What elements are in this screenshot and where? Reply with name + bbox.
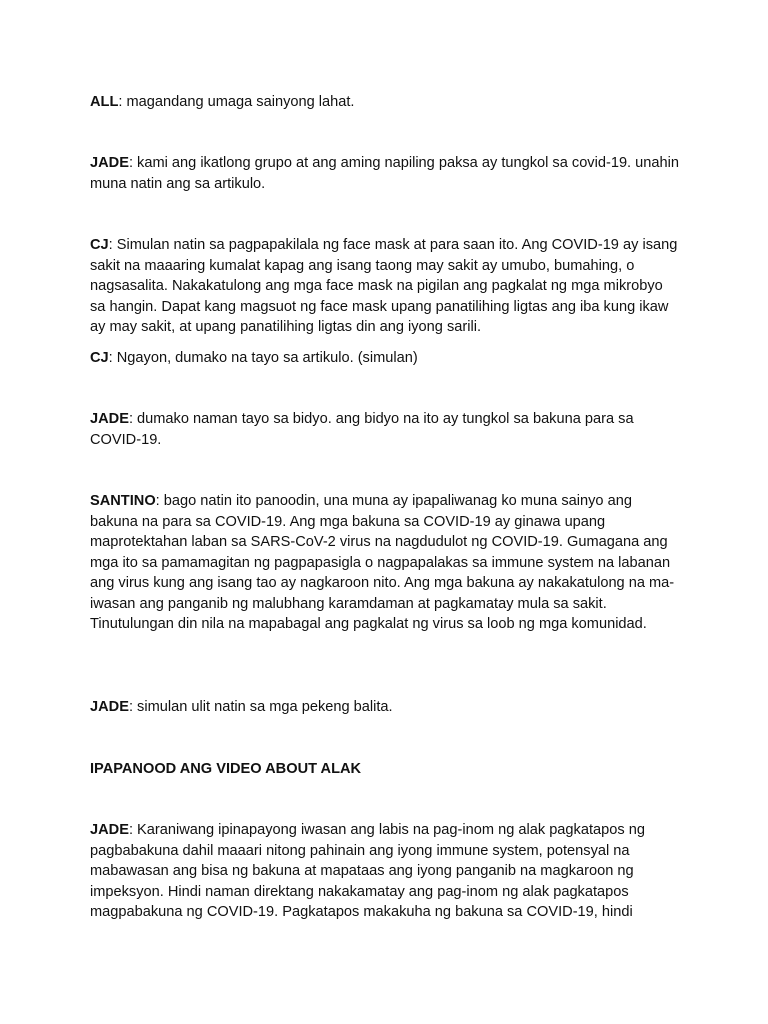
speaker-name: JADE xyxy=(90,155,129,171)
dialogue-line xyxy=(90,820,680,923)
speaker-name: CJ xyxy=(90,350,109,366)
dialogue-line xyxy=(90,491,680,635)
stage-direction-heading: IPAPANOOD ANG VIDEO ABOUT ALAK xyxy=(90,761,362,777)
dialogue-line xyxy=(90,92,680,113)
dialogue-text: : Simulan natin sa pagpapakilala ng face mask at para saan ito. Ang COVID-19 ay isang sakit na maaaring kumalat kapag ang isang taong may sakit ay umubo, bumahing, o nagsasalita. Nakakatulong ang mga face mask na pigilan ang pagkalat ng mga mikrobyo sa hangin. Dapat kang magsuot ng face mask upang panatilihing ligtas ang iba kung ikaw ay may sakit, at upang panatilihing ligtas din ang iyong sarili. xyxy=(90,237,678,335)
speaker-name: JADE xyxy=(90,699,129,715)
dialogue-text: : bago natin ito panoodin, una muna ay ipapaliwanag ko muna sainyo ang bakuna na para sa COVID-19. Ang mga bakuna sa COVID-19 ay ginawa upang maprotektahan laban sa SARS-CoV-2 virus na nagdudulot ng COVID-19. Gumagana ang mga ito sa pamamagitan ng pagpapasigla o nagpapalakas sa immune system na labanan ang virus kung ang isang tao ay nagkaroon nito. Ang mga bakuna ay nakakatulong na ma-iwasan ang panganib ng malubhang karamdaman at pagkamatay mula sa sakit. Tinutulungan din nila na mapabagal ang pagkalat ng virus sa loob ng mga komunidad. xyxy=(90,493,675,632)
dialogue-text: : dumako naman tayo sa bidyo. ang bidyo na ito ay tungkol sa bakuna para sa COVID-19. xyxy=(90,411,634,448)
dialogue-line xyxy=(90,153,680,194)
speaker-name: CJ xyxy=(90,237,109,253)
dialogue-text: : magandang umaga sainyong lahat. xyxy=(118,94,355,110)
dialogue-line xyxy=(90,409,680,450)
dialogue-text: : Karaniwang ipinapayong iwasan ang labis na pag-inom ng alak pagkatapos ng pagbabakuna dahil maaari nitong pahinain ang iyong immune system, potensyal na mabawasan ang bisa ng bakuna at mapataas ang iyong panganib na magkaroon ng impeksyon. Hindi naman direktang nakakamatay ang pag-inom ng alak pagkatapos magpabakuna ng COVID-19. Pagkatapos makakuha ng bakuna sa COVID-19, hindi xyxy=(90,822,645,920)
dialogue-line xyxy=(90,235,680,338)
dialogue-text: : kami ang ikatlong grupo at ang aming napiling paksa ay tungkol sa covid-19. unahin muna natin ang sa artikulo. xyxy=(90,155,679,192)
speaker-name: JADE xyxy=(90,411,129,427)
speaker-name: JADE xyxy=(90,822,129,838)
dialogue-text: : simulan ulit natin sa mga pekeng balita. xyxy=(128,699,393,715)
dialogue-text: : Ngayon, dumako na tayo sa artikulo. (simulan) xyxy=(108,350,418,366)
dialogue-line xyxy=(90,697,680,718)
dialogue-line xyxy=(90,348,680,369)
speaker-name: SANTINO xyxy=(90,493,156,509)
speaker-name: ALL xyxy=(90,94,119,110)
